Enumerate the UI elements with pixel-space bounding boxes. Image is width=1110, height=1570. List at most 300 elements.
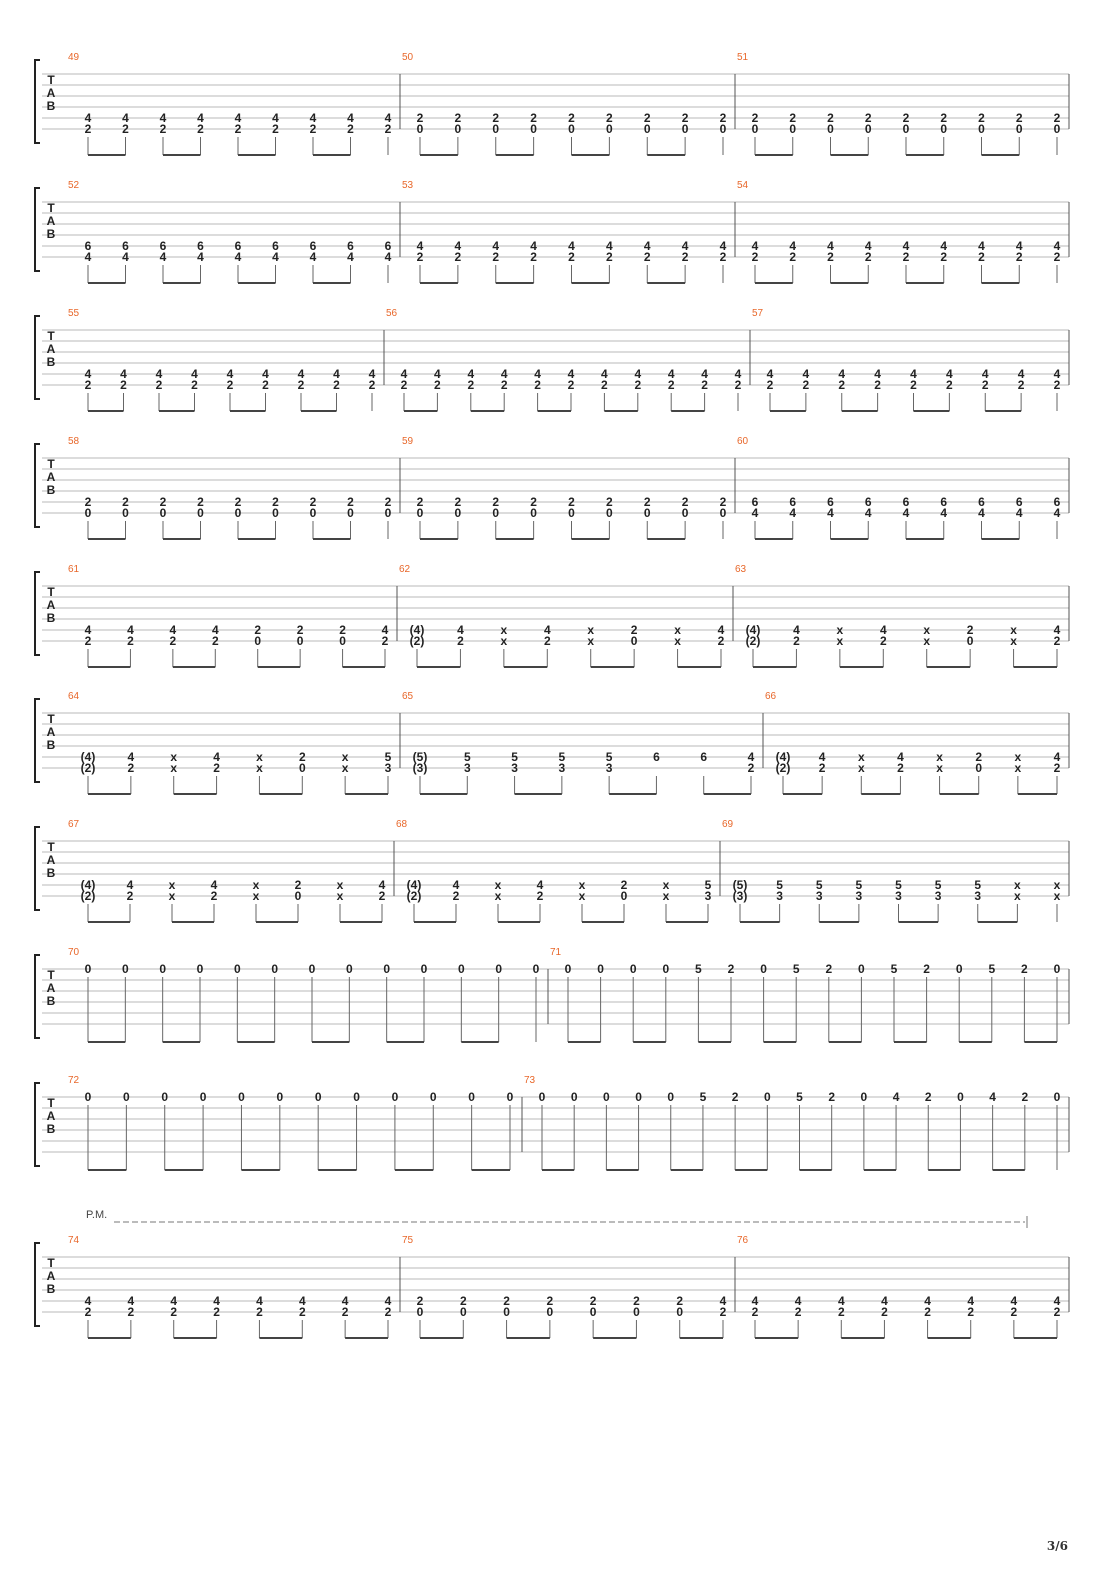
tab-fret: 0 bbox=[635, 1090, 642, 1104]
tab-fret: 4 bbox=[159, 111, 167, 125]
tab-fret: 4 bbox=[127, 1294, 135, 1308]
tab-fret: 4 bbox=[84, 623, 92, 637]
tab-fret: x bbox=[170, 750, 178, 764]
tab-systems bbox=[35, 52, 1069, 1338]
tab-fret: 0 bbox=[196, 962, 204, 976]
tab-fret: 2 bbox=[978, 250, 985, 264]
tab-fret: 2 bbox=[874, 378, 881, 392]
tab-fret: 5 bbox=[605, 750, 613, 764]
tab-fret: 0 bbox=[454, 506, 462, 520]
tab-fret: 3 bbox=[776, 889, 783, 903]
tab-fret: 2 bbox=[567, 378, 575, 392]
tab-fret: 2 bbox=[127, 634, 134, 648]
tab-fret: 2 bbox=[234, 122, 242, 136]
tab-fret: 2 bbox=[159, 122, 167, 136]
tab-fret: 2 bbox=[454, 250, 462, 264]
tab-fret: 2 bbox=[881, 1305, 888, 1319]
tab-fret: 0 bbox=[589, 1305, 597, 1319]
tab-fret: 0 bbox=[975, 761, 983, 775]
tab-fret: x bbox=[936, 761, 943, 775]
tab-fret: 6 bbox=[1053, 495, 1061, 509]
tab-fret: 2 bbox=[681, 495, 689, 509]
measure-number: 63 bbox=[735, 564, 747, 575]
tab-fret: 2 bbox=[1015, 111, 1023, 125]
tab-fret: 2 bbox=[339, 623, 346, 637]
tab-fret: (2) bbox=[745, 634, 761, 648]
tab-fret: 2 bbox=[719, 111, 727, 125]
tab-fret: 2 bbox=[416, 111, 424, 125]
tab-fret: 4 bbox=[452, 878, 460, 892]
tab-fret: 0 bbox=[121, 962, 129, 976]
tab-fret: 2 bbox=[84, 122, 92, 136]
tab-fret: 2 bbox=[606, 495, 613, 509]
tab-fret: 2 bbox=[530, 250, 537, 264]
tab-fret: x bbox=[587, 634, 595, 648]
tab-fret: 0 bbox=[234, 506, 242, 520]
tab-fret: 2 bbox=[272, 495, 279, 509]
measure-number: 51 bbox=[737, 52, 749, 63]
tab-fret: 2 bbox=[454, 495, 462, 509]
measure-number: 53 bbox=[402, 180, 414, 191]
tab-fret: 6 bbox=[159, 239, 167, 253]
tab-clef-letter: A bbox=[46, 86, 56, 100]
tab-fret: 0 bbox=[506, 1090, 514, 1104]
tab-fret: 5 bbox=[704, 878, 712, 892]
tab-fret: 0 bbox=[314, 1090, 322, 1104]
tab-fret: (2) bbox=[409, 634, 425, 648]
tab-fret: 5 bbox=[934, 878, 942, 892]
tab-fret: 4 bbox=[802, 367, 810, 381]
tab-clef-letter: B bbox=[46, 611, 56, 625]
tab-fret: 2 bbox=[127, 1305, 135, 1319]
tab-fret: 2 bbox=[298, 750, 306, 764]
tab-fret: 4 bbox=[1053, 239, 1061, 253]
tab-fret: 4 bbox=[568, 239, 575, 253]
tab-system bbox=[35, 691, 1069, 794]
tab-fret: 4 bbox=[347, 111, 354, 125]
tab-fret: 0 bbox=[199, 1090, 207, 1104]
tab-fret: 4 bbox=[601, 367, 608, 381]
measure-number: 59 bbox=[402, 436, 414, 447]
tab-fret: 0 bbox=[384, 506, 392, 520]
tab-fret: 6 bbox=[978, 495, 985, 509]
tab-fret: 2 bbox=[940, 111, 948, 125]
measure-number: 75 bbox=[402, 1235, 414, 1246]
tab-fret: 2 bbox=[368, 378, 376, 392]
tab-fret: 4 bbox=[197, 250, 204, 264]
tab-fret: 3 bbox=[463, 761, 471, 775]
measure-number: 74 bbox=[68, 1235, 80, 1246]
measure-number: 56 bbox=[386, 308, 398, 319]
tab-fret: 4 bbox=[272, 111, 279, 125]
tab-fret: 2 bbox=[601, 378, 608, 392]
tab-system bbox=[35, 308, 1069, 411]
tab-fret: 2 bbox=[347, 122, 354, 136]
tab-fret: 0 bbox=[1053, 122, 1061, 136]
tab-fret: (3) bbox=[412, 761, 428, 775]
tab-fret: 4 bbox=[197, 111, 204, 125]
system-bracket bbox=[35, 444, 40, 527]
tab-fret: 2 bbox=[838, 378, 846, 392]
tab-fret: 4 bbox=[84, 111, 92, 125]
system-bracket bbox=[35, 316, 40, 399]
tab-fret: 0 bbox=[860, 1090, 868, 1104]
tab-fret: 2 bbox=[84, 495, 92, 509]
tab-fret: 6 bbox=[84, 239, 92, 253]
tab-fret: 6 bbox=[653, 750, 660, 764]
tab-fret: 2 bbox=[416, 1294, 424, 1308]
measure-number: 67 bbox=[68, 819, 80, 830]
tab-fret: x bbox=[662, 878, 670, 892]
tab-fret: 2 bbox=[272, 122, 279, 136]
tab-fret: 0 bbox=[530, 506, 537, 520]
tab-fret: 0 bbox=[530, 122, 537, 136]
tab-fret: 2 bbox=[503, 1294, 510, 1308]
tab-fret: 0 bbox=[978, 122, 985, 136]
tab-fret: 4 bbox=[719, 1294, 727, 1308]
tab-clef-letter: B bbox=[46, 1282, 56, 1296]
tab-clef-letter: A bbox=[46, 470, 56, 484]
tab-fret: 2 bbox=[606, 111, 613, 125]
tab-fret: 2 bbox=[967, 1305, 975, 1319]
tab-fret: 2 bbox=[492, 111, 500, 125]
tab-fret: 4 bbox=[434, 367, 441, 381]
tab-fret: 2 bbox=[1053, 111, 1061, 125]
tab-fret: 2 bbox=[155, 378, 163, 392]
tab-fret: 0 bbox=[161, 1090, 169, 1104]
tab-fret: 2 bbox=[127, 761, 135, 775]
measure-number: 50 bbox=[402, 52, 414, 63]
tab-fret: 2 bbox=[864, 111, 872, 125]
tab-fret: 2 bbox=[643, 250, 651, 264]
tab-fret: 0 bbox=[339, 634, 346, 648]
tab-fret: 0 bbox=[681, 506, 689, 520]
tab-fret: 0 bbox=[84, 1090, 92, 1104]
tab-fret: 3 bbox=[895, 889, 902, 903]
tab-fret: 0 bbox=[568, 122, 575, 136]
tab-fret: x bbox=[1014, 878, 1021, 892]
tab-fret: 4 bbox=[341, 1294, 349, 1308]
tab-fret: x bbox=[836, 634, 844, 648]
tab-fret: 4 bbox=[717, 623, 725, 637]
tab-fret: 4 bbox=[751, 1294, 759, 1308]
tab-fret: 4 bbox=[84, 1294, 92, 1308]
tab-fret: 4 bbox=[155, 367, 163, 381]
tab-clef-letter: A bbox=[46, 342, 56, 356]
tab-fret: 2 bbox=[296, 623, 304, 637]
tab-fret: x bbox=[494, 889, 502, 903]
tab-fret: 4 bbox=[127, 623, 134, 637]
tab-fret: 2 bbox=[766, 378, 774, 392]
tab-fret: 0 bbox=[827, 122, 834, 136]
tab-fret: 2 bbox=[667, 378, 675, 392]
tab-fret: 2 bbox=[589, 1294, 597, 1308]
tab-fret: 0 bbox=[629, 962, 637, 976]
tab-fret: 2 bbox=[676, 1294, 684, 1308]
tab-fret: (2) bbox=[775, 761, 791, 775]
tab-fret: x bbox=[923, 634, 931, 648]
tab-fret: 0 bbox=[1015, 122, 1023, 136]
tab-fret: 2 bbox=[827, 111, 834, 125]
tab-fret: 2 bbox=[381, 634, 389, 648]
tab-fret: 2 bbox=[211, 634, 219, 648]
tab-fret: 4 bbox=[234, 250, 242, 264]
tab-fret: 0 bbox=[1053, 1090, 1061, 1104]
measure-number: 55 bbox=[68, 308, 80, 319]
tab-fret: 2 bbox=[378, 889, 386, 903]
tab-fret: (2) bbox=[80, 761, 96, 775]
tab-fret: 0 bbox=[966, 634, 974, 648]
tab-fret: 4 bbox=[881, 1294, 888, 1308]
tab-fret: 2 bbox=[347, 495, 354, 509]
tab-fret: 4 bbox=[530, 239, 537, 253]
tab-fret: 6 bbox=[197, 239, 204, 253]
tab-fret: 3 bbox=[511, 761, 518, 775]
tab-fret: 0 bbox=[345, 962, 353, 976]
tab-fret: 4 bbox=[606, 239, 613, 253]
tab-fret: 0 bbox=[238, 1090, 245, 1104]
tab-fret: 0 bbox=[159, 506, 167, 520]
tab-fret: 2 bbox=[309, 495, 317, 509]
tab-fret: 2 bbox=[262, 378, 269, 392]
tab-fret: 0 bbox=[760, 962, 767, 976]
tab-system bbox=[35, 564, 1069, 667]
tab-fret: 2 bbox=[879, 634, 887, 648]
tab-fret: 4 bbox=[864, 506, 872, 520]
tab-fret: 6 bbox=[864, 495, 872, 509]
tab-fret: 2 bbox=[568, 111, 575, 125]
tab-fret: 4 bbox=[191, 367, 198, 381]
tab-fret: 0 bbox=[902, 122, 910, 136]
tab-fret: 0 bbox=[309, 506, 317, 520]
tab-fret: 2 bbox=[122, 122, 129, 136]
tab-fret: 0 bbox=[254, 634, 262, 648]
tab-fret: 2 bbox=[341, 1305, 349, 1319]
tab-fret: 4 bbox=[347, 250, 354, 264]
tab-fret: 0 bbox=[457, 962, 465, 976]
tab-fret: 4 bbox=[492, 239, 500, 253]
tab-fret: 3 bbox=[974, 889, 982, 903]
tab-fret: 4 bbox=[827, 239, 834, 253]
tab-fret: 4 bbox=[978, 239, 985, 253]
tab-fret: 4 bbox=[794, 1294, 802, 1308]
tab-fret: 2 bbox=[492, 495, 500, 509]
tab-fret: 2 bbox=[837, 1305, 845, 1319]
tab-fret: 0 bbox=[858, 962, 865, 976]
tab-fret: 2 bbox=[793, 634, 800, 648]
tab-fret: 4 bbox=[378, 878, 386, 892]
tab-fret: 6 bbox=[234, 239, 242, 253]
tab-fret: 2 bbox=[170, 1305, 178, 1319]
tab-fret: 4 bbox=[978, 506, 985, 520]
tab-fret: 4 bbox=[84, 250, 92, 264]
tab-fret: 6 bbox=[272, 239, 279, 253]
tab-fret: 2 bbox=[643, 495, 651, 509]
tab-fret: 4 bbox=[879, 623, 887, 637]
tab-fret: 6 bbox=[751, 495, 759, 509]
tab-fret: 5 bbox=[988, 962, 996, 976]
tab-fret: 2 bbox=[297, 378, 305, 392]
tab-clef-letter: T bbox=[47, 712, 55, 726]
tab-fret: 4 bbox=[897, 750, 904, 764]
tab-fret: 0 bbox=[468, 1090, 475, 1104]
measure-number: 66 bbox=[765, 691, 777, 702]
tab-fret: 4 bbox=[989, 1090, 996, 1104]
tab-fret: 2 bbox=[568, 250, 575, 264]
system-bracket bbox=[35, 572, 40, 655]
tab-fret: 0 bbox=[643, 122, 651, 136]
tab-fret: 4 bbox=[213, 750, 220, 764]
tab-fret: 0 bbox=[308, 962, 316, 976]
tab-fret: x bbox=[256, 750, 263, 764]
tab-fret: 4 bbox=[667, 367, 675, 381]
tab-fret: 0 bbox=[459, 1305, 467, 1319]
tab-fret: 2 bbox=[384, 1305, 392, 1319]
tab-fret: 0 bbox=[940, 122, 948, 136]
tab-fret: 2 bbox=[159, 495, 167, 509]
tab-fret: 4 bbox=[681, 239, 689, 253]
tab-fret: 4 bbox=[1053, 623, 1061, 637]
tab-clef-letter: B bbox=[46, 227, 56, 241]
tab-fret: 2 bbox=[530, 495, 537, 509]
tab-fret: 0 bbox=[84, 962, 92, 976]
tab-fret: 4 bbox=[902, 506, 910, 520]
tab-fret: 2 bbox=[727, 962, 735, 976]
tab-fret: 2 bbox=[734, 378, 742, 392]
tab-fret: x bbox=[1010, 623, 1017, 637]
tab-fret: 4 bbox=[892, 1090, 900, 1104]
tab-fret: 4 bbox=[910, 367, 917, 381]
tab-fret: 4 bbox=[902, 239, 910, 253]
tab-fret: 0 bbox=[84, 506, 92, 520]
tab-fret: x bbox=[341, 761, 349, 775]
tab-fret: 2 bbox=[731, 1090, 739, 1104]
tab-fret: x bbox=[923, 623, 931, 637]
tab-fret: 2 bbox=[719, 495, 727, 509]
tab-fret: 2 bbox=[84, 634, 92, 648]
measure-number: 52 bbox=[68, 180, 80, 191]
tab-fret: 4 bbox=[874, 367, 881, 381]
tab-fret: 3 bbox=[704, 889, 712, 903]
tab-fret: 4 bbox=[1015, 239, 1023, 253]
tab-fret: x bbox=[500, 634, 508, 648]
tab-fret: 2 bbox=[467, 378, 475, 392]
tab-fret: 0 bbox=[568, 506, 575, 520]
tab-fret: 0 bbox=[503, 1305, 510, 1319]
tab-fret: 4 bbox=[793, 623, 800, 637]
tab-fret: 5 bbox=[699, 1090, 707, 1104]
tab-fret: 2 bbox=[434, 378, 441, 392]
page-number: 3/6 bbox=[1046, 1539, 1068, 1553]
tab-clef-letter: B bbox=[46, 994, 56, 1008]
tab-fret: 4 bbox=[827, 506, 834, 520]
tab-fret: x bbox=[500, 623, 508, 637]
tab-fret: (5) bbox=[732, 878, 748, 892]
tab-fret: 0 bbox=[546, 1305, 554, 1319]
tab-fret: 2 bbox=[719, 1305, 727, 1319]
tab-system bbox=[35, 52, 1069, 155]
measure-number: 60 bbox=[737, 436, 749, 447]
tab-fret: (4) bbox=[80, 878, 96, 892]
tab-clef-letter: B bbox=[46, 355, 56, 369]
tab-fret: 3 bbox=[605, 761, 613, 775]
tab-system bbox=[35, 1235, 1069, 1338]
tab-fret: 2 bbox=[500, 378, 508, 392]
measure-number: 57 bbox=[752, 308, 764, 319]
tab-fret: 4 bbox=[536, 878, 544, 892]
tab-fret: 0 bbox=[570, 1090, 578, 1104]
tab-fret: x bbox=[578, 889, 586, 903]
tab-fret: 5 bbox=[558, 750, 566, 764]
tab-fret: 4 bbox=[384, 1294, 392, 1308]
tab-system bbox=[35, 180, 1069, 283]
tab-fret: 4 bbox=[84, 367, 92, 381]
tab-fret: 4 bbox=[381, 623, 389, 637]
tab-fret: 0 bbox=[492, 122, 500, 136]
tab-fret: 4 bbox=[719, 239, 727, 253]
tab-fret: 4 bbox=[701, 367, 708, 381]
system-bracket bbox=[35, 1243, 40, 1326]
tab-fret: 3 bbox=[855, 889, 863, 903]
tab-fret: 2 bbox=[633, 1294, 640, 1308]
tab-fret: 5 bbox=[890, 962, 898, 976]
tab-fret: 4 bbox=[543, 623, 551, 637]
tab-fret: 2 bbox=[84, 378, 92, 392]
tab-fret: 4 bbox=[297, 367, 305, 381]
tab-fret: 4 bbox=[122, 250, 129, 264]
tab-fret: 2 bbox=[416, 495, 424, 509]
tab-fret: x bbox=[336, 878, 344, 892]
tab-fret: 2 bbox=[975, 750, 983, 764]
tab-fret: 4 bbox=[634, 367, 642, 381]
tab-fret: 2 bbox=[454, 111, 462, 125]
tab-fret: 2 bbox=[643, 111, 651, 125]
tab-fret: 0 bbox=[296, 634, 304, 648]
tab-fret: 4 bbox=[298, 1294, 306, 1308]
tab-fret: 2 bbox=[459, 1294, 467, 1308]
system-bracket bbox=[35, 188, 40, 271]
tab-fret: 2 bbox=[902, 111, 910, 125]
tab-fret: 4 bbox=[1017, 367, 1025, 381]
tab-fret: 2 bbox=[534, 378, 541, 392]
tab-fret: 2 bbox=[924, 1305, 931, 1319]
tab-fret: 4 bbox=[384, 250, 392, 264]
tab-fret: x bbox=[857, 750, 865, 764]
tab-fret: 5 bbox=[796, 1090, 803, 1104]
tab-fret: 4 bbox=[384, 111, 392, 125]
tab-fret: 2 bbox=[416, 250, 424, 264]
tab-fret: 4 bbox=[457, 623, 464, 637]
tab-clef-letter: T bbox=[47, 585, 55, 599]
tab-fret: 4 bbox=[981, 367, 989, 381]
tab-fret: 0 bbox=[122, 506, 129, 520]
tab-fret: 4 bbox=[368, 367, 376, 381]
tab-system bbox=[35, 1075, 1069, 1170]
tab-fret: 2 bbox=[309, 122, 317, 136]
tab-fret: 4 bbox=[1053, 750, 1061, 764]
tab-fret: 0 bbox=[719, 506, 727, 520]
tab-clef-letter: T bbox=[47, 457, 55, 471]
measure-number: 76 bbox=[737, 1235, 749, 1246]
tab-fret: 2 bbox=[751, 1305, 759, 1319]
tab-fret: 4 bbox=[169, 623, 177, 637]
tab-fret: x bbox=[336, 889, 344, 903]
tab-fret: 4 bbox=[751, 506, 759, 520]
tab-fret: 2 bbox=[634, 378, 642, 392]
tab-fret: (2) bbox=[406, 889, 422, 903]
tab-fret: 2 bbox=[1053, 378, 1061, 392]
tab-fret: x bbox=[170, 761, 178, 775]
